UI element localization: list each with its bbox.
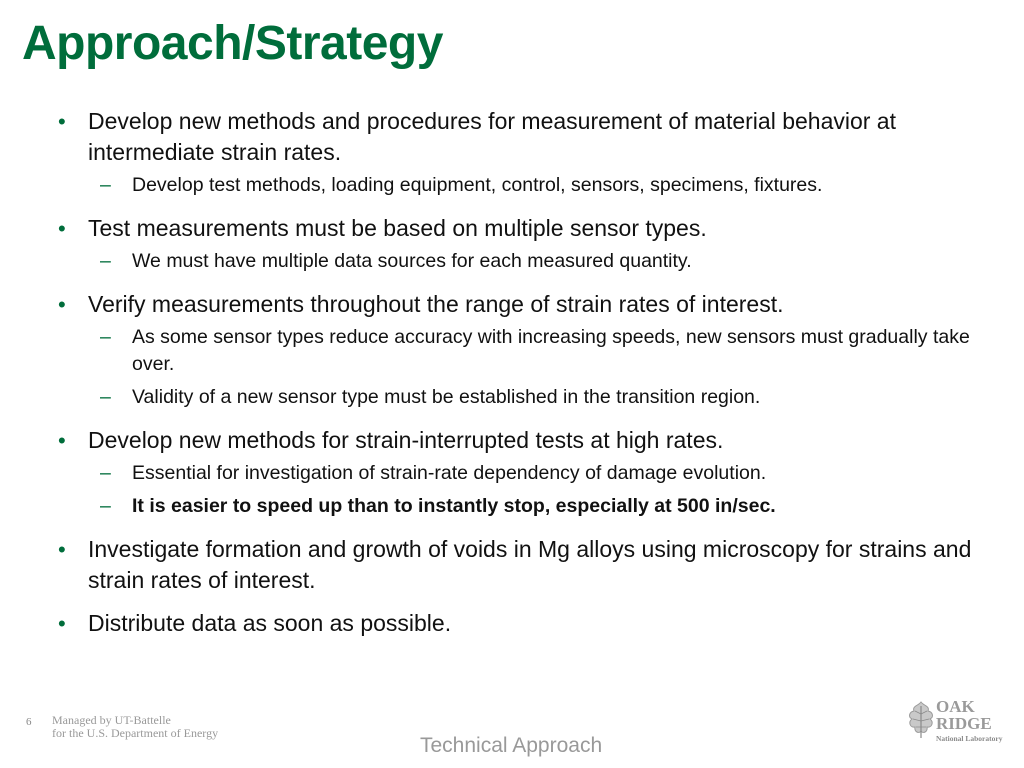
logo-line1: OAK [936,697,975,716]
logo-line2: RIDGE [936,714,992,733]
oak-leaf-icon [906,700,936,740]
sub-bullet-text: Validity of a new sensor type must be established in the transition region. [132,386,761,408]
bullet-item [58,608,978,639]
dash-icon: – [100,462,111,484]
bullet-dot-icon: • [58,537,66,562]
dash-icon: – [100,326,111,348]
bullet-item [58,425,978,456]
page-number: 6 [26,716,32,728]
sub-bullet-text-bold: It is easier to speed up than to instantly stop, especially at 500 in/sec. [132,495,776,517]
sub-bullet-item [58,324,978,378]
logo-subtitle: National Laboratory [936,734,1003,743]
sub-bullet-item [58,384,978,411]
bullet-text: Test measurements must be based on multiple sensor types. [88,215,707,241]
logo-wordmark [936,698,992,732]
bullet-text: Develop new methods and procedures for measurement of material behavior at intermediate strain rates. [88,108,896,165]
bullet-dot-icon: • [58,216,66,241]
bullet-dot-icon: • [58,109,66,134]
oak-ridge-logo [906,698,1004,748]
bullet-text: Develop new methods for strain-interrupted tests at high rates. [88,427,724,453]
bullet-item [58,534,978,596]
bullet-dot-icon: • [58,611,66,636]
bullet-item [58,289,978,320]
sub-bullet-text: As some sensor types reduce accuracy with increasing speeds, new sensors must gradually take over. [132,326,970,375]
dash-icon: – [100,174,111,196]
sub-bullet-text: Essential for investigation of strain-rate dependency of damage evolution. [132,462,767,484]
slide-title: Approach/Strategy [22,17,443,70]
footer-managed-line2: for the U.S. Department of Energy [52,726,219,740]
dash-icon: – [100,386,111,408]
sub-bullet-item [58,493,978,520]
footer-managed-by [52,714,218,740]
dash-icon: – [100,250,111,272]
sub-bullet-text: Develop test methods, loading equipment, control, sensors, specimens, fixtures. [132,174,823,196]
sub-bullet-text: We must have multiple data sources for each measured quantity. [132,250,692,272]
bullet-item [58,213,978,244]
bullet-text: Distribute data as soon as possible. [88,610,452,636]
bullet-dot-icon: • [58,428,66,453]
footer-section-label: Technical Approach [420,734,603,757]
sub-bullet-item [58,460,978,487]
bullet-item [58,106,978,168]
bullet-dot-icon: • [58,292,66,317]
bullet-text: Verify measurements throughout the range of strain rates of interest. [88,291,784,317]
sub-bullet-item [58,172,978,199]
bullet-text: Investigate formation and growth of voids in Mg alloys using microscopy for strains and strain rates of interest. [88,536,972,593]
sub-bullet-item [58,248,978,275]
dash-icon: – [100,495,111,517]
footer-managed-line1: Managed by UT-Battelle [52,713,171,727]
bullet-list [58,106,978,643]
